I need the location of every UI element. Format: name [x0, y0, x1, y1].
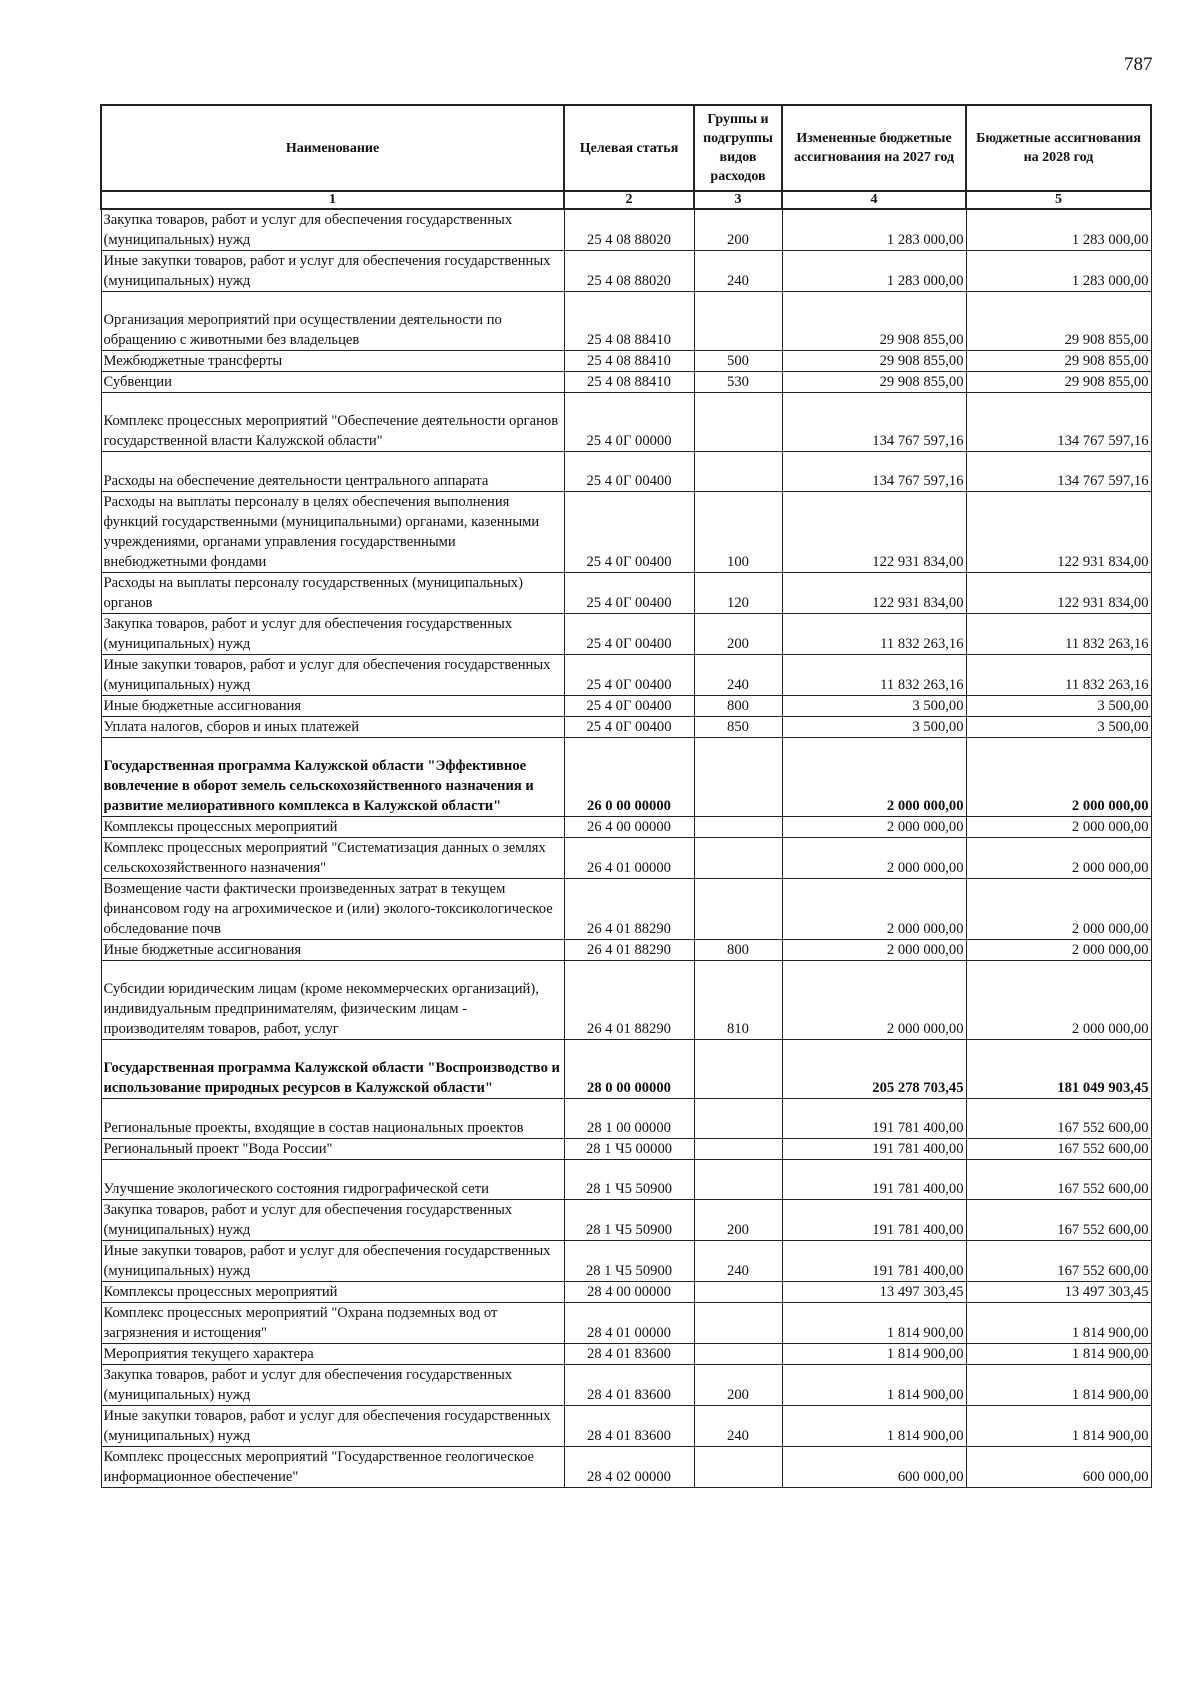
row-name: Расходы на обеспечение деятельности центрального аппарата: [101, 452, 564, 492]
row-amount-2027: 134 767 597,16: [782, 452, 966, 492]
row-name: Закупка товаров, работ и услуг для обеспечения государственных (муниципальных) нужд: [101, 1365, 564, 1406]
row-amount-2027: 191 781 400,00: [782, 1200, 966, 1241]
row-name: Комплексы процессных мероприятий: [101, 817, 564, 838]
row-amount-2028: 181 049 903,45: [966, 1040, 1151, 1099]
row-amount-2028: 167 552 600,00: [966, 1099, 1151, 1139]
table-row: [101, 696, 1151, 717]
table-row: [101, 1406, 1151, 1447]
column-number: 5: [966, 191, 1151, 209]
row-expense-group: 240: [694, 1241, 782, 1282]
row-expense-group: 240: [694, 655, 782, 696]
row-amount-2027: 1 814 900,00: [782, 1344, 966, 1365]
row-expense-group: [694, 1303, 782, 1344]
row-expense-group: 800: [694, 696, 782, 717]
row-name: Региональные проекты, входящие в состав национальных проектов: [101, 1099, 564, 1139]
row-amount-2028: 29 908 855,00: [966, 292, 1151, 351]
row-expense-group: [694, 838, 782, 879]
table-row: [101, 1099, 1151, 1139]
row-amount-2027: 3 500,00: [782, 696, 966, 717]
row-amount-2028: 2 000 000,00: [966, 817, 1151, 838]
row-amount-2027: 2 000 000,00: [782, 817, 966, 838]
row-target-article: 26 0 00 00000: [564, 738, 694, 817]
row-amount-2027: 2 000 000,00: [782, 940, 966, 961]
row-amount-2027: 13 497 303,45: [782, 1282, 966, 1303]
header-amount-2027: Измененные бюджетные ассигнования на 2027 год: [782, 105, 966, 191]
row-name: Расходы на выплаты персоналу в целях обеспечения выполнения функций государственными (муниципальными) органами, казенными учреждениями, органами управления государственными внебюджетными фондами: [101, 492, 564, 573]
row-amount-2027: 191 781 400,00: [782, 1099, 966, 1139]
row-expense-group: [694, 1040, 782, 1099]
row-name: Комплекс процессных мероприятий "Обеспечение деятельности органов государственной власти Калужской области": [101, 393, 564, 452]
row-target-article: 25 4 08 88410: [564, 292, 694, 351]
header-name: Наименование: [101, 105, 564, 191]
row-target-article: 28 4 01 83600: [564, 1406, 694, 1447]
row-target-article: 28 1 Ч5 50900: [564, 1241, 694, 1282]
row-expense-group: 200: [694, 209, 782, 251]
row-amount-2027: 134 767 597,16: [782, 393, 966, 452]
row-name: Иные закупки товаров, работ и услуг для обеспечения государственных (муниципальных) нужд: [101, 251, 564, 292]
header-target-article: Целевая статья: [564, 105, 694, 191]
table-row: [101, 1303, 1151, 1344]
row-target-article: 25 4 0Г 00400: [564, 492, 694, 573]
row-amount-2028: 29 908 855,00: [966, 351, 1151, 372]
row-expense-group: [694, 879, 782, 940]
row-target-article: 26 4 01 88290: [564, 940, 694, 961]
row-amount-2027: 2 000 000,00: [782, 961, 966, 1040]
table-row: [101, 452, 1151, 492]
table-row: [101, 655, 1151, 696]
row-name: Иные бюджетные ассигнования: [101, 696, 564, 717]
row-target-article: 26 4 01 00000: [564, 838, 694, 879]
row-expense-group: [694, 292, 782, 351]
row-expense-group: 810: [694, 961, 782, 1040]
row-amount-2027: 1 814 900,00: [782, 1406, 966, 1447]
row-amount-2028: 167 552 600,00: [966, 1139, 1151, 1160]
row-amount-2028: 11 832 263,16: [966, 655, 1151, 696]
row-name: Уплата налогов, сборов и иных платежей: [101, 717, 564, 738]
table-row: [101, 879, 1151, 940]
row-expense-group: 100: [694, 492, 782, 573]
row-amount-2027: 29 908 855,00: [782, 292, 966, 351]
table-row: [101, 817, 1151, 838]
row-expense-group: 240: [694, 1406, 782, 1447]
row-expense-group: [694, 1099, 782, 1139]
table-row: [101, 1200, 1151, 1241]
row-target-article: 25 4 0Г 00400: [564, 717, 694, 738]
row-target-article: 28 4 01 00000: [564, 1303, 694, 1344]
row-amount-2027: 2 000 000,00: [782, 838, 966, 879]
row-expense-group: 200: [694, 1365, 782, 1406]
row-amount-2028: 3 500,00: [966, 696, 1151, 717]
table-row: [101, 1040, 1151, 1099]
row-amount-2028: 1 814 900,00: [966, 1406, 1151, 1447]
row-target-article: 25 4 0Г 00000: [564, 393, 694, 452]
row-amount-2027: 1 283 000,00: [782, 209, 966, 251]
row-amount-2027: 122 931 834,00: [782, 492, 966, 573]
row-amount-2028: 134 767 597,16: [966, 452, 1151, 492]
row-expense-group: [694, 1282, 782, 1303]
row-target-article: 25 4 08 88410: [564, 351, 694, 372]
row-expense-group: [694, 738, 782, 817]
row-target-article: 25 4 0Г 00400: [564, 614, 694, 655]
row-expense-group: 800: [694, 940, 782, 961]
table-row: [101, 961, 1151, 1040]
table-row: [101, 738, 1151, 817]
row-name: Иные закупки товаров, работ и услуг для обеспечения государственных (муниципальных) нужд: [101, 1241, 564, 1282]
row-expense-group: [694, 817, 782, 838]
table-row: [101, 1344, 1151, 1365]
row-target-article: 28 4 01 83600: [564, 1365, 694, 1406]
row-target-article: 25 4 0Г 00400: [564, 655, 694, 696]
row-amount-2028: 167 552 600,00: [966, 1241, 1151, 1282]
table-row: [101, 573, 1151, 614]
row-target-article: 25 4 0Г 00400: [564, 452, 694, 492]
row-amount-2028: 2 000 000,00: [966, 838, 1151, 879]
column-number: 4: [782, 191, 966, 209]
table-row: [101, 1139, 1151, 1160]
row-amount-2027: 29 908 855,00: [782, 351, 966, 372]
row-amount-2027: 1 283 000,00: [782, 251, 966, 292]
row-amount-2027: 1 814 900,00: [782, 1303, 966, 1344]
row-expense-group: [694, 1447, 782, 1488]
row-amount-2027: 11 832 263,16: [782, 655, 966, 696]
row-target-article: 28 4 02 00000: [564, 1447, 694, 1488]
row-name: Комплекс процессных мероприятий "Государственное геологическое информационное обеспечение": [101, 1447, 564, 1488]
row-name: Субсидии юридическим лицам (кроме некоммерческих организаций), индивидуальным предпринимателям, физическим лицам - производителям товаров, работ, услуг: [101, 961, 564, 1040]
row-name: Комплекс процессных мероприятий "Систематизация данных о землях сельскохозяйственного назначения": [101, 838, 564, 879]
table-row: [101, 717, 1151, 738]
row-target-article: 28 4 01 83600: [564, 1344, 694, 1365]
row-name: Улучшение экологического состояния гидрографической сети: [101, 1160, 564, 1200]
header-expense-groups: Группы и подгруппы видов расходов: [694, 105, 782, 191]
row-target-article: 28 0 00 00000: [564, 1040, 694, 1099]
row-amount-2027: 205 278 703,45: [782, 1040, 966, 1099]
row-target-article: 28 1 Ч5 50900: [564, 1200, 694, 1241]
row-amount-2027: 191 781 400,00: [782, 1139, 966, 1160]
row-amount-2028: 2 000 000,00: [966, 940, 1151, 961]
row-amount-2028: 13 497 303,45: [966, 1282, 1151, 1303]
row-target-article: 26 4 01 88290: [564, 879, 694, 940]
row-target-article: 25 4 08 88020: [564, 251, 694, 292]
row-target-article: 26 4 00 00000: [564, 817, 694, 838]
row-name: Организация мероприятий при осуществлении деятельности по обращению с животными без владельцев: [101, 292, 564, 351]
row-expense-group: 850: [694, 717, 782, 738]
row-name: Мероприятия текущего характера: [101, 1344, 564, 1365]
column-number: 3: [694, 191, 782, 209]
table-row: [101, 838, 1151, 879]
row-amount-2028: 134 767 597,16: [966, 393, 1151, 452]
row-name: Закупка товаров, работ и услуг для обеспечения государственных (муниципальных) нужд: [101, 1200, 564, 1241]
row-name: Государственная программа Калужской области "Эффективное вовлечение в оборот земель сельскохозяйственного назначения и развитие мелиоративного комплекса в Калужской области": [101, 738, 564, 817]
table-row: [101, 1241, 1151, 1282]
table-row: [101, 1282, 1151, 1303]
row-expense-group: 240: [694, 251, 782, 292]
row-expense-group: 200: [694, 1200, 782, 1241]
row-amount-2028: 1 814 900,00: [966, 1303, 1151, 1344]
column-number-row: [101, 191, 1151, 209]
row-amount-2028: 1 814 900,00: [966, 1344, 1151, 1365]
row-target-article: 25 4 08 88020: [564, 209, 694, 251]
row-amount-2028: 2 000 000,00: [966, 879, 1151, 940]
row-amount-2027: 1 814 900,00: [782, 1365, 966, 1406]
row-amount-2028: 1 814 900,00: [966, 1365, 1151, 1406]
table-row: [101, 614, 1151, 655]
row-target-article: 28 1 00 00000: [564, 1099, 694, 1139]
row-expense-group: [694, 1139, 782, 1160]
row-name: Межбюджетные трансферты: [101, 351, 564, 372]
table-row: [101, 393, 1151, 452]
row-name: Иные бюджетные ассигнования: [101, 940, 564, 961]
row-amount-2028: 11 832 263,16: [966, 614, 1151, 655]
row-amount-2028: 2 000 000,00: [966, 961, 1151, 1040]
row-amount-2027: 122 931 834,00: [782, 573, 966, 614]
table-row: [101, 251, 1151, 292]
row-amount-2028: 167 552 600,00: [966, 1200, 1151, 1241]
row-expense-group: 530: [694, 372, 782, 393]
row-amount-2027: 2 000 000,00: [782, 879, 966, 940]
row-expense-group: [694, 1160, 782, 1200]
table-row: [101, 940, 1151, 961]
header-amount-2028: Бюджетные ассигнования на 2028 год: [966, 105, 1151, 191]
row-amount-2028: 1 283 000,00: [966, 209, 1151, 251]
row-name: Иные закупки товаров, работ и услуг для обеспечения государственных (муниципальных) нужд: [101, 1406, 564, 1447]
row-name: Региональный проект "Вода России": [101, 1139, 564, 1160]
row-amount-2028: 122 931 834,00: [966, 492, 1151, 573]
row-amount-2027: 191 781 400,00: [782, 1241, 966, 1282]
row-amount-2027: 191 781 400,00: [782, 1160, 966, 1200]
row-amount-2028: 1 283 000,00: [966, 251, 1151, 292]
row-name: Государственная программа Калужской области "Воспроизводство и использование природных ресурсов в Калужской области": [101, 1040, 564, 1099]
column-number: 2: [564, 191, 694, 209]
row-target-article: 26 4 01 88290: [564, 961, 694, 1040]
table-row: [101, 492, 1151, 573]
row-target-article: 25 4 0Г 00400: [564, 573, 694, 614]
column-number: 1: [101, 191, 564, 209]
row-amount-2028: 600 000,00: [966, 1447, 1151, 1488]
row-expense-group: [694, 452, 782, 492]
row-amount-2027: 2 000 000,00: [782, 738, 966, 817]
row-target-article: 25 4 08 88410: [564, 372, 694, 393]
row-expense-group: [694, 1344, 782, 1365]
table-header-row: [101, 105, 1151, 191]
row-target-article: 28 4 00 00000: [564, 1282, 694, 1303]
row-amount-2027: 600 000,00: [782, 1447, 966, 1488]
budget-table: [100, 104, 1152, 1488]
table-row: [101, 292, 1151, 351]
row-target-article: 28 1 Ч5 50900: [564, 1160, 694, 1200]
row-amount-2028: 167 552 600,00: [966, 1160, 1151, 1200]
row-name: Иные закупки товаров, работ и услуг для обеспечения государственных (муниципальных) нужд: [101, 655, 564, 696]
row-name: Расходы на выплаты персоналу государственных (муниципальных) органов: [101, 573, 564, 614]
row-name: Комплексы процессных мероприятий: [101, 1282, 564, 1303]
row-amount-2027: 11 832 263,16: [782, 614, 966, 655]
table-row: [101, 209, 1151, 251]
row-amount-2028: 3 500,00: [966, 717, 1151, 738]
table-row: [101, 351, 1151, 372]
row-amount-2027: 3 500,00: [782, 717, 966, 738]
row-target-article: 28 1 Ч5 00000: [564, 1139, 694, 1160]
row-expense-group: [694, 393, 782, 452]
row-target-article: 25 4 0Г 00400: [564, 696, 694, 717]
row-amount-2028: 29 908 855,00: [966, 372, 1151, 393]
row-name: Субвенции: [101, 372, 564, 393]
row-expense-group: 500: [694, 351, 782, 372]
row-name: Возмещение части фактически произведенных затрат в текущем финансовом году на агрохимическое и (или) эколого-токсикологическое обследование почв: [101, 879, 564, 940]
table-row: [101, 1365, 1151, 1406]
row-amount-2027: 29 908 855,00: [782, 372, 966, 393]
table-row: [101, 1160, 1151, 1200]
row-expense-group: 200: [694, 614, 782, 655]
row-expense-group: 120: [694, 573, 782, 614]
table-row: [101, 1447, 1151, 1488]
row-name: Закупка товаров, работ и услуг для обеспечения государственных (муниципальных) нужд: [101, 614, 564, 655]
table-row: [101, 372, 1151, 393]
row-name: Комплекс процессных мероприятий "Охрана подземных вод от загрязнения и истощения": [101, 1303, 564, 1344]
row-name: Закупка товаров, работ и услуг для обеспечения государственных (муниципальных) нужд: [101, 209, 564, 251]
page-number: 787: [1124, 54, 1153, 75]
row-amount-2028: 2 000 000,00: [966, 738, 1151, 817]
row-amount-2028: 122 931 834,00: [966, 573, 1151, 614]
